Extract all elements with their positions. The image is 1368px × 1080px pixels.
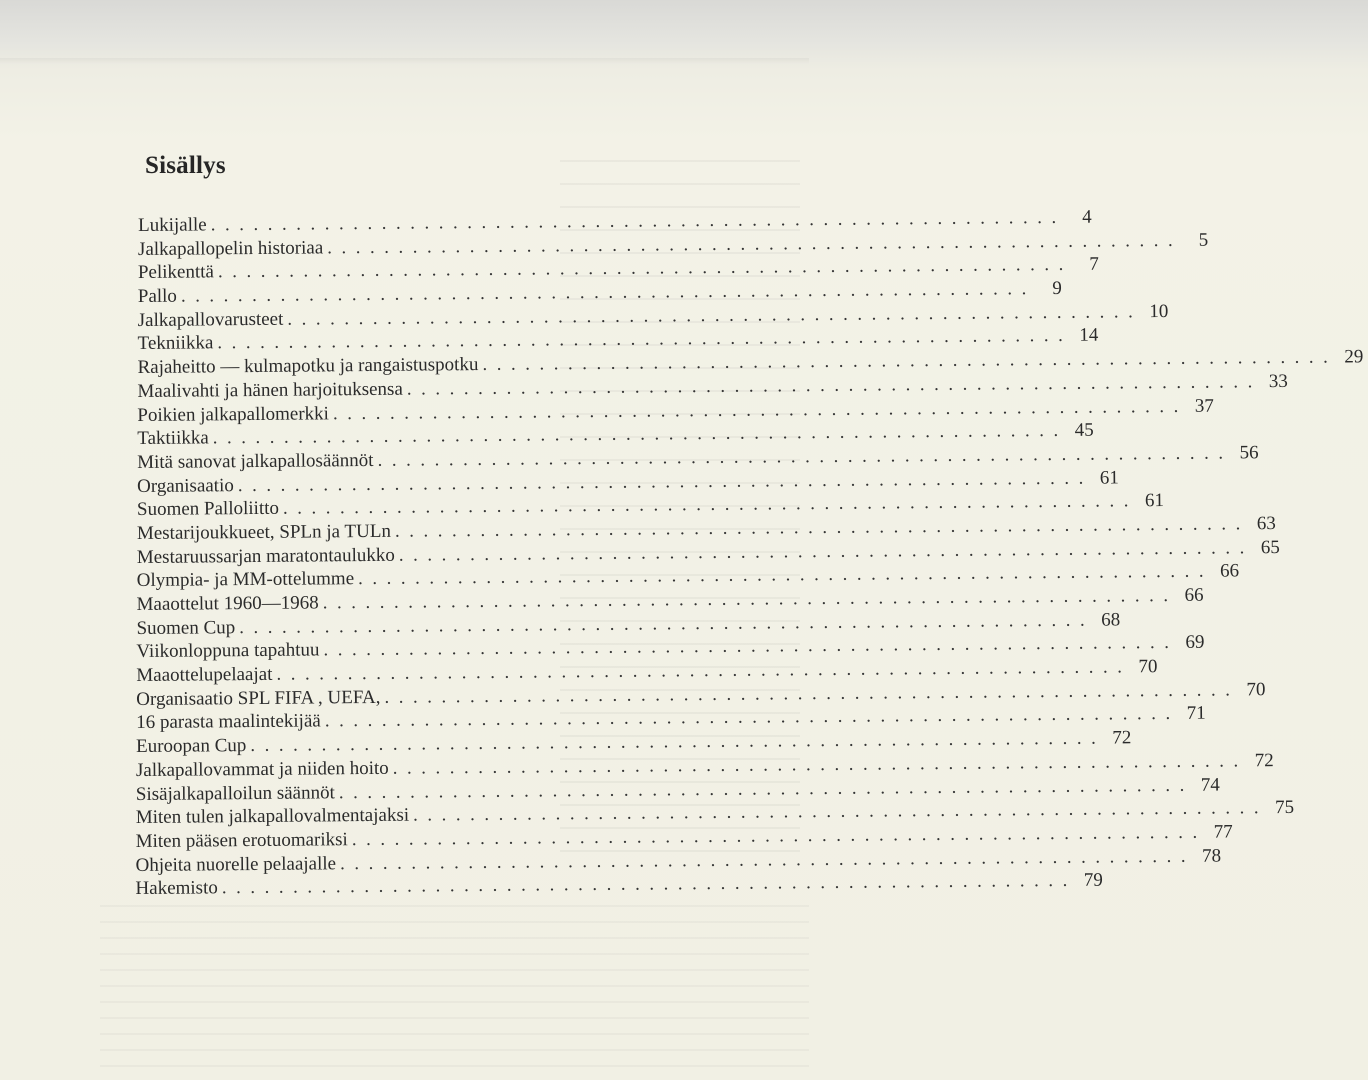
dot-leader: ............................................................ — [276, 656, 1132, 685]
toc-entry-label: Jalkapallovarusteet — [137, 308, 284, 331]
toc-entry-page: 45 — [1074, 419, 1094, 442]
dot-leader: ............................................................ — [338, 774, 1194, 803]
dot-leader: ............................................................ — [358, 560, 1214, 590]
toc-entry-page: 68 — [1101, 609, 1121, 631]
toc-entry-page: 70 — [1138, 656, 1158, 678]
toc-entry-page: 75 — [1274, 797, 1295, 819]
dot-leader: ............................................................ — [392, 750, 1248, 779]
dot-leader: ............................................................ — [351, 821, 1207, 851]
toc-entry-page: 61 — [1144, 490, 1165, 512]
dot-leader: ............................................................ — [398, 536, 1254, 566]
toc-entry-page: 70 — [1246, 678, 1266, 701]
toc-entry-page: 78 — [1201, 845, 1222, 867]
toc-entry-page: 14 — [1079, 325, 1099, 347]
toc-entry-label: Maaottelut 1960—1968 — [136, 592, 319, 616]
dot-leader: ............................................................ — [250, 727, 1106, 757]
toc-entry-label: Maaottelupelaajat — [136, 663, 273, 687]
page-title: Sisällys — [145, 152, 226, 179]
dot-leader: ............................................................ — [180, 278, 1036, 307]
dot-leader: ............................................................ — [482, 346, 1338, 376]
toc-entry-page: 29 — [1344, 346, 1364, 368]
dot-leader: ............................................................ — [217, 325, 1073, 354]
toc-entry-label: Tekniikka — [137, 332, 214, 355]
dot-leader: ............................................................ — [221, 870, 1077, 899]
toc-entry-page: 66 — [1184, 584, 1204, 606]
toc-entry-label: Suomen Palloliitto — [136, 498, 280, 521]
dot-leader: ............................................................ — [323, 632, 1179, 661]
toc-entry-page: 69 — [1185, 632, 1205, 654]
toc-entry-page: 74 — [1200, 774, 1220, 796]
toc-entry-page: 79 — [1083, 869, 1103, 892]
toc-entry-page: 66 — [1219, 560, 1240, 582]
toc-entry-label: Maalivahti ja hänen harjoituksensa — [137, 378, 403, 402]
toc-entry-label: Miten pääsen erotuomariksi — [135, 829, 348, 852]
toc-entry-label: Taktiikka — [137, 427, 209, 450]
toc-entry-label: 16 parasta maalintekijää — [136, 710, 321, 734]
dot-leader: ............................................................ — [339, 845, 1196, 874]
page-edge — [0, 58, 809, 64]
dot-leader: ............................................................ — [384, 679, 1240, 708]
toc-entry-label: Viikonloppuna tapahtuu — [136, 639, 320, 663]
dot-leader: ............................................................ — [239, 609, 1095, 638]
table-of-contents — [135, 206, 1364, 901]
toc-entry-label: Sisäjalkapalloilun säännöt — [135, 781, 335, 805]
toc-entry-label: Pallo — [137, 285, 177, 308]
toc-entry-label: Mestarijoukkueet, SPLn ja TULn — [136, 520, 391, 544]
toc-entry-label: Mestaruussarjan maratontaulukko — [136, 544, 395, 568]
dot-leader: ............................................................ — [324, 703, 1180, 732]
toc-entry-label: Mitä sanovat jalkapallosäännöt — [137, 449, 374, 473]
dot-leader: ............................................................ — [377, 442, 1233, 471]
toc-entry-page: 72 — [1254, 749, 1274, 772]
toc-entry-page: 72 — [1112, 727, 1132, 749]
toc-entry-label: Rajaheitto — kulmapotku ja rangaistuspotku — [137, 354, 479, 379]
dot-leader: ............................................................ — [212, 420, 1068, 449]
dot-leader: ............................................................ — [394, 513, 1250, 542]
dot-leader: ............................................................ — [217, 254, 1073, 283]
toc-entry-label: Ohjeita nuorelle pelaajalle — [135, 852, 337, 876]
toc-entry-page: 9 — [1052, 278, 1062, 300]
toc-entry-label: Euroopan Cup — [135, 735, 247, 758]
toc-entry-page: 5 — [1198, 229, 1209, 251]
dot-leader: ............................................................ — [237, 467, 1093, 496]
toc-entry-page: 7 — [1089, 253, 1099, 276]
toc-entry-page: 71 — [1186, 703, 1206, 725]
toc-entry-page: 33 — [1268, 370, 1288, 392]
toc-entry-label: Jalkapallovammat ja niiden hoito — [135, 757, 389, 781]
dot-leader: ............................................................ — [406, 371, 1262, 400]
toc-entry-label: Jalkapallopelin historiaa — [137, 237, 324, 260]
toc-entry-page: 63 — [1256, 513, 1276, 535]
dot-leader: ............................................................ — [282, 490, 1139, 519]
toc-entry-page: 56 — [1239, 442, 1259, 464]
toc-entry-page: 65 — [1260, 536, 1280, 558]
toc-entry-label: Lukijalle — [138, 214, 207, 236]
toc-entry-label: Hakemisto — [135, 877, 218, 900]
toc-entry-label: Pelikenttä — [137, 261, 214, 284]
toc-entry-page: 10 — [1149, 300, 1169, 322]
toc-entry-page: 37 — [1194, 395, 1214, 417]
bleed-through-text — [100, 905, 809, 1080]
toc-entry-label: Organisaatio — [136, 474, 234, 497]
toc-entry-label: Suomen Cup — [136, 616, 236, 639]
dot-leader: ............................................................ — [322, 584, 1178, 614]
toc-entry-label: Poikien jalkapallomerkki — [137, 402, 329, 426]
toc-entry — [135, 869, 1103, 901]
dot-leader: ............................................................ — [332, 395, 1188, 424]
dot-leader: ............................................................ — [412, 797, 1269, 826]
dot-leader: ............................................................ — [210, 206, 1066, 236]
dot-leader: ............................................................ — [287, 300, 1143, 330]
toc-entry-label: Olympia- ja MM-ottelumme — [136, 568, 355, 592]
toc-entry-label: Organisaatio SPL FIFA , UEFA, — [136, 686, 381, 710]
toc-entry-page: 61 — [1099, 467, 1119, 489]
toc-entry-page: 77 — [1213, 821, 1233, 843]
dot-leader: ............................................................ — [327, 229, 1183, 259]
toc-entry-label: Miten tulen jalkapallovalmentajaksi — [135, 804, 410, 829]
toc-entry-page: 4 — [1082, 206, 1092, 228]
